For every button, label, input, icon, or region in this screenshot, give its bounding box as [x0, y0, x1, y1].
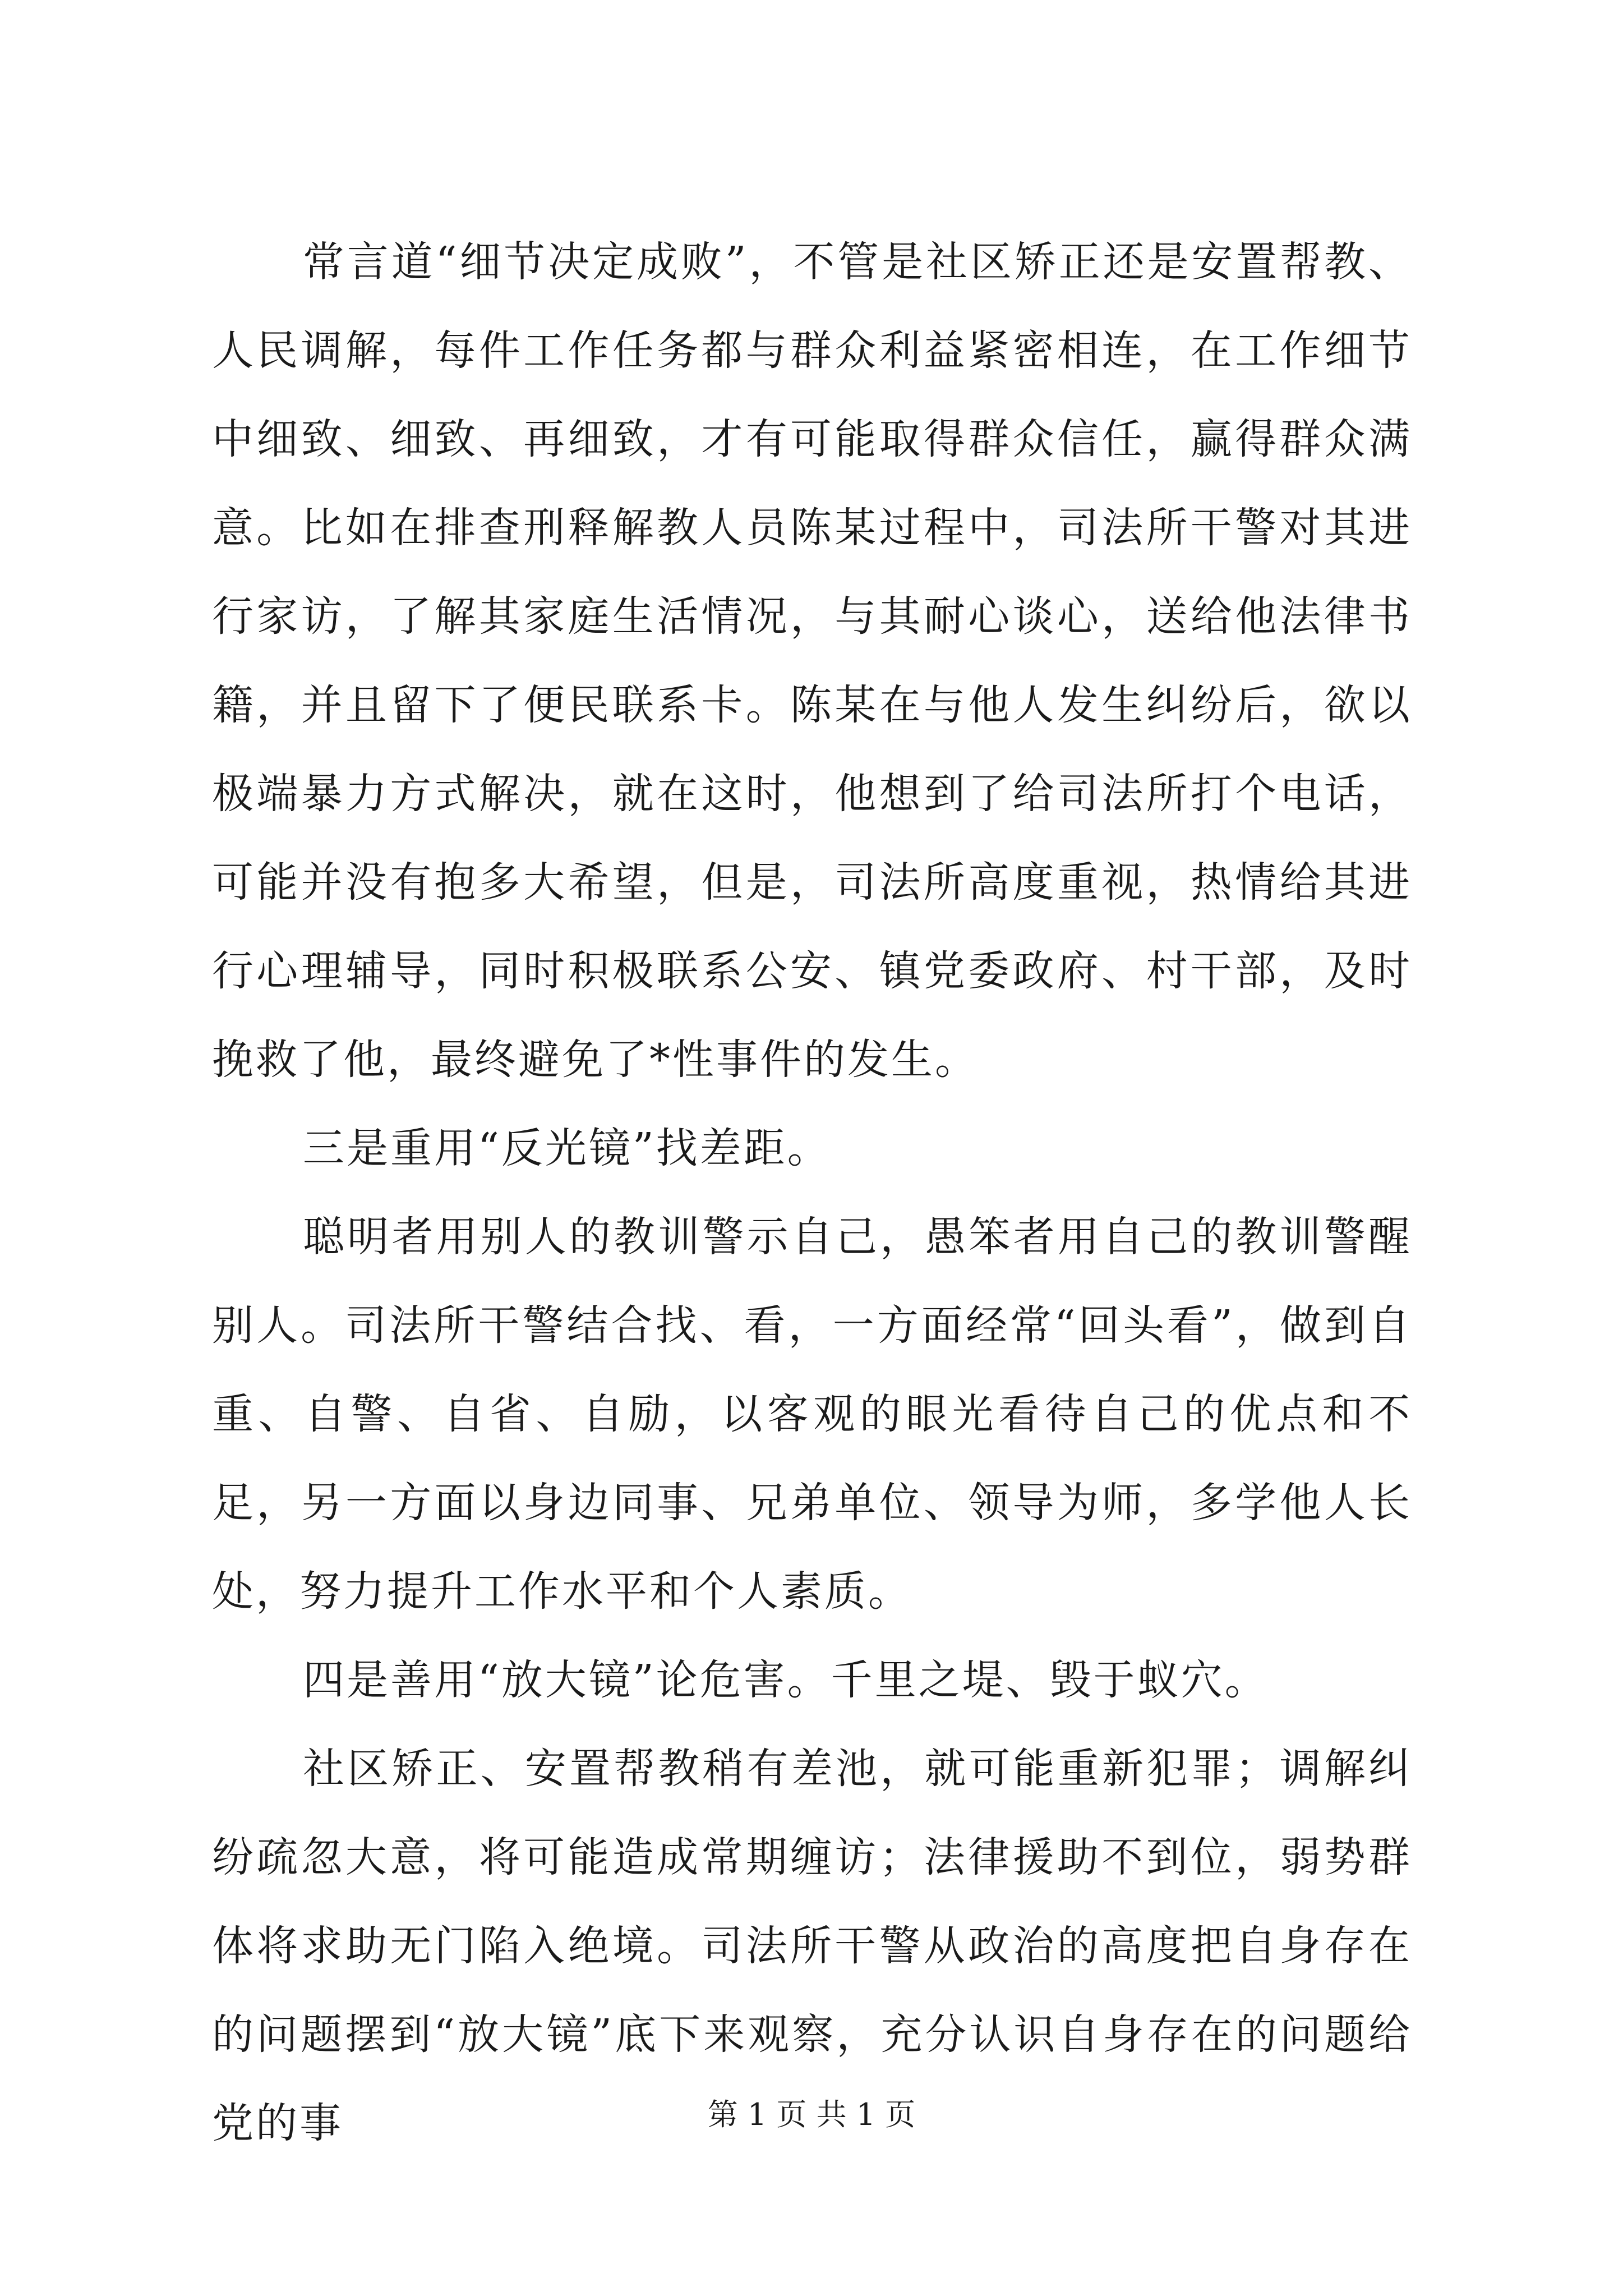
paragraph-heading-reflector: 三是重用“反光镜”找差距。 — [303, 1124, 831, 1172]
paragraph-risk-analysis: 社区矫正、安置帮教稍有差池，就可能重新犯罪；调解纠纷疏忽大意，将可能造成常期缠访；法律援助不到位，弱势群体将求助无门陷入绝境。司法所干警从政治的高度把自身存在的问题摆到“放大镜”底下来观察，充分认识自身存在的问题给党的事 — [212, 1745, 1412, 2147]
page-footer: 第 1 页 共 1 页 — [707, 2097, 916, 2132]
paragraph-details-decide-success: 常言道“细节决定成败”，不管是社区矫正还是安置帮教、人民调解，每件工作任务都与群众利益紧密相连，在工作细节中细致、细致、再细致，才有可能取得群众信任，赢得群众满意。比如在排查刑释解教人员陈某过程中，司法所干警对其进行家访，了解其家庭生活情况，与其耐心谈心，送给他法律书籍，并且留下了便民联系卡。陈某在与他人发生纠纷后，欲以极端暴力方式解决，就在这时，他想到了给司法所打个电话，可能并没有抱多大希望，但是，司法所高度重视，热情给其进行心理辅导，同时积极联系公安、镇党委政府、村干部，及时挽救了他，最终避免了*性事件的发生。 — [212, 238, 1412, 1084]
document-body — [212, 218, 1412, 2168]
paragraph-heading-magnifier: 四是善用“放大镜”论危害。千里之堤、毁于蚁穴。 — [303, 1656, 1269, 1704]
paragraph-learn-from-others: 聪明者用别人的教训警示自己，愚笨者用自己的教训警醒别人。司法所干警结合找、看，一方面经常“回头看”，做到自重、自警、自省、自励，以客观的眼光看待自己的优点和不足，另一方面以身边同事、兄弟单位、领导为师，多学他人长处，努力提升工作水平和个人素质。 — [212, 1213, 1412, 1616]
